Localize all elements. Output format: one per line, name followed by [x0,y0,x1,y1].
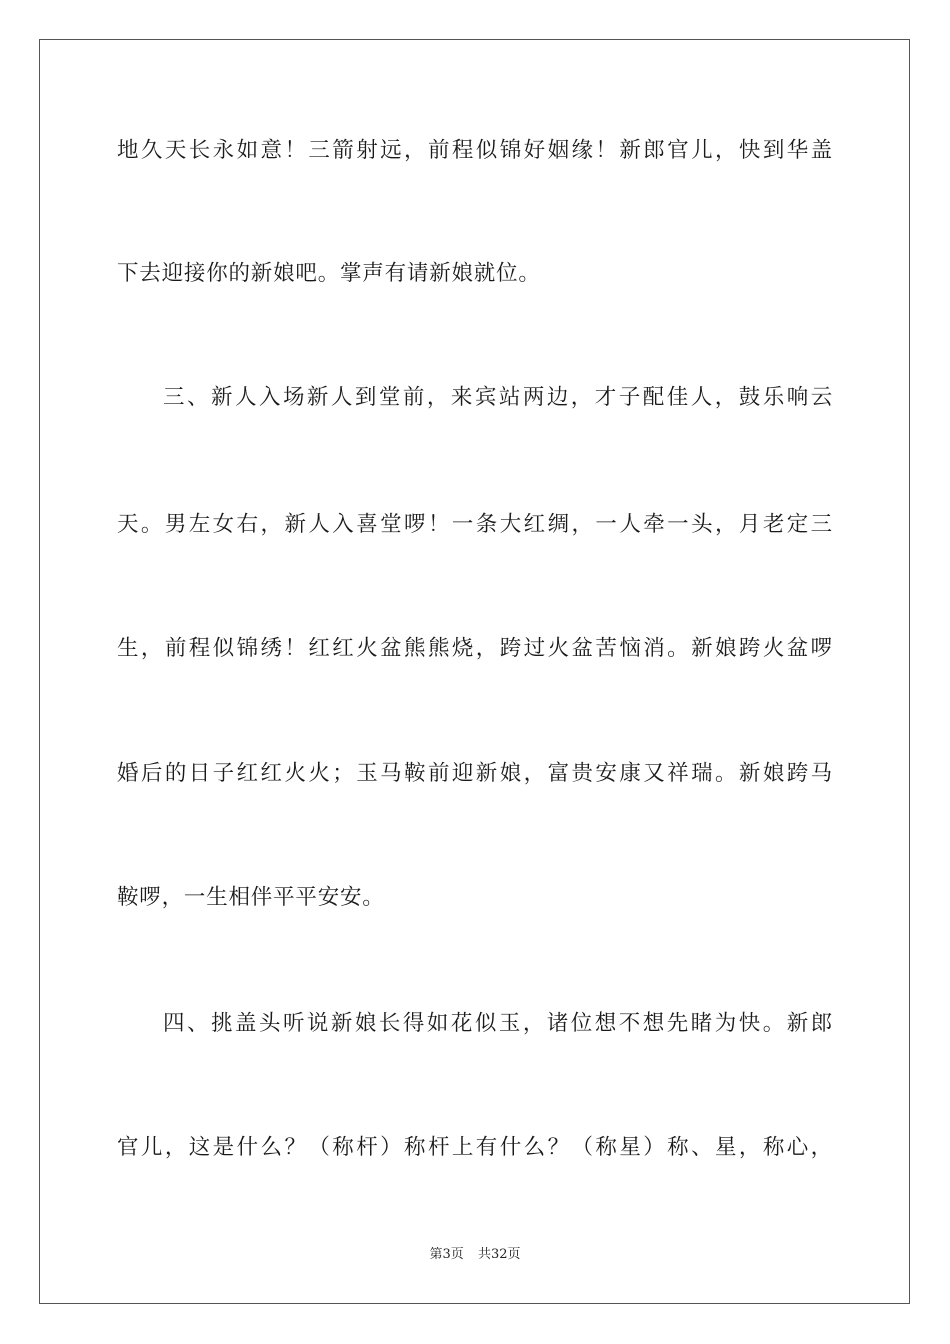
page-border [39,39,910,1304]
page-number: 第3页 [429,1247,464,1262]
text-line-7: 鞍啰，一生相伴平平安安。 [117,885,385,910]
text-line-9: 官儿，这是什么？（称杆）称杆上有什么？（称星）称、星，称心， [117,1135,833,1160]
text-line-2: 下去迎接你的新娘吧。掌声有请新娘就位。 [117,261,541,286]
page-footer [0,1246,950,1264]
text-line-8: 四、挑盖头听说新娘长得如花似玉，诸位想不想先睹为快。新郎 [163,1011,833,1036]
text-line-5: 生，前程似锦绣！红红火盆熊熊烧，跨过火盆苦恼消。新娘跨火盆啰 [117,636,833,661]
page-total: 共32页 [477,1247,521,1262]
text-line-3: 三、新人入场新人到堂前，来宾站两边，才子配佳人，鼓乐响云 [163,385,833,410]
text-line-6: 婚后的日子红红火火；玉马鞍前迎新娘，富贵安康又祥瑞。新娘跨马 [117,761,833,786]
text-line-4: 天。男左女右，新人入喜堂啰！一条大红绸，一人牵一头，月老定三 [117,512,833,537]
text-line-1: 地久天长永如意！三箭射远，前程似锦好姻缘！新郎官儿，快到华盖 [117,138,833,163]
